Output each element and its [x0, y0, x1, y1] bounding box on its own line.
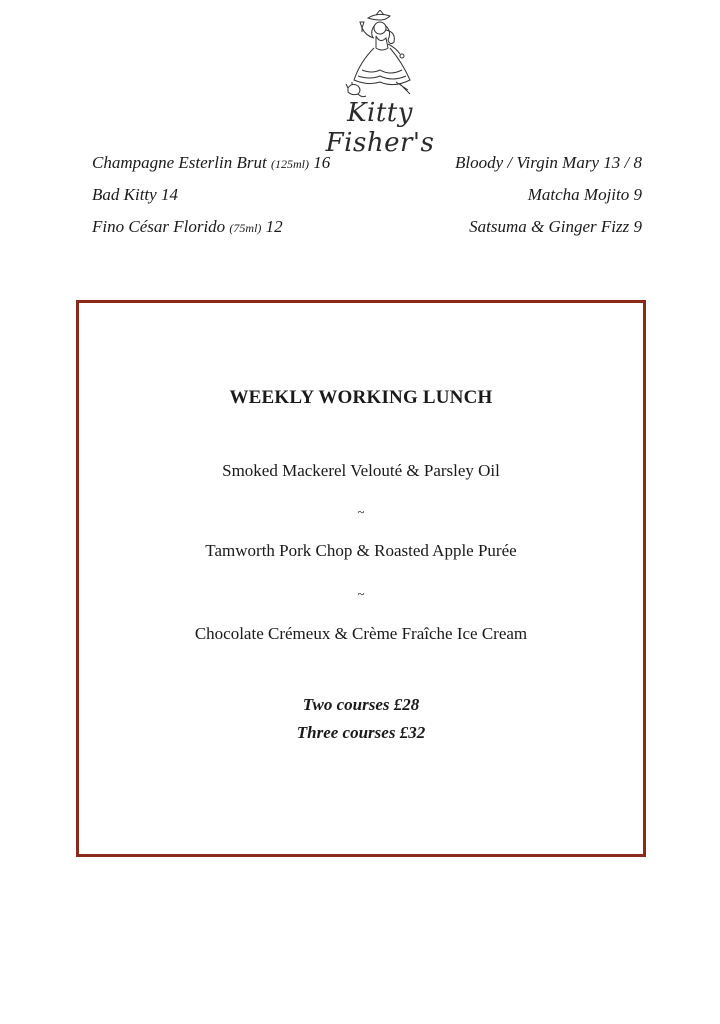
drink-name: Satsuma & Ginger Fizz [469, 217, 630, 236]
lady-illustration-icon [340, 10, 420, 102]
drink-item [92, 214, 283, 241]
price-three-courses: Three courses £32 [296, 723, 426, 742]
drink-size: (125ml) [270, 157, 309, 171]
course-main: Tamworth Pork Chop & Roasted Apple Purée [205, 541, 517, 560]
drink-price: 12 [265, 217, 283, 236]
drink-price: 13 / 8 [603, 153, 642, 172]
drink-row [92, 214, 642, 246]
lunch-menu-box [76, 300, 646, 857]
drink-price: 14 [160, 185, 178, 204]
drink-price: 16 [313, 153, 331, 172]
course-dessert: Chocolate Crémeux & Crème Fraîche Ice Cream [194, 624, 528, 643]
drink-name: Bad Kitty [92, 185, 157, 204]
drink-name: Champagne Esterlin Brut [92, 153, 267, 172]
drink-name: Matcha Mojito [527, 185, 630, 204]
course-separator: ~ [357, 586, 365, 601]
drink-item [455, 150, 642, 176]
drink-item [92, 182, 178, 208]
drink-item [528, 182, 642, 208]
restaurant-logo [290, 10, 470, 158]
price-two-courses: Two courses £28 [302, 695, 420, 714]
drink-row [92, 182, 642, 214]
course-starter: Smoked Mackerel Velouté & Parsley Oil [222, 461, 500, 480]
drink-size: (75ml) [229, 221, 262, 235]
drink-item [469, 214, 642, 240]
drink-row [92, 150, 642, 182]
drink-price: 9 [633, 185, 642, 204]
drink-name: Bloody / Virgin Mary [455, 153, 600, 172]
lunch-menu-title: WEEKLY WORKING LUNCH [229, 387, 493, 408]
logo-wordmark: Kitty Fisher's [325, 98, 435, 158]
drinks-list [92, 150, 642, 246]
course-separator: ~ [357, 504, 365, 519]
drink-item [92, 150, 330, 177]
drink-price: 9 [633, 217, 642, 236]
drink-name: Fino César Florido [92, 217, 226, 236]
